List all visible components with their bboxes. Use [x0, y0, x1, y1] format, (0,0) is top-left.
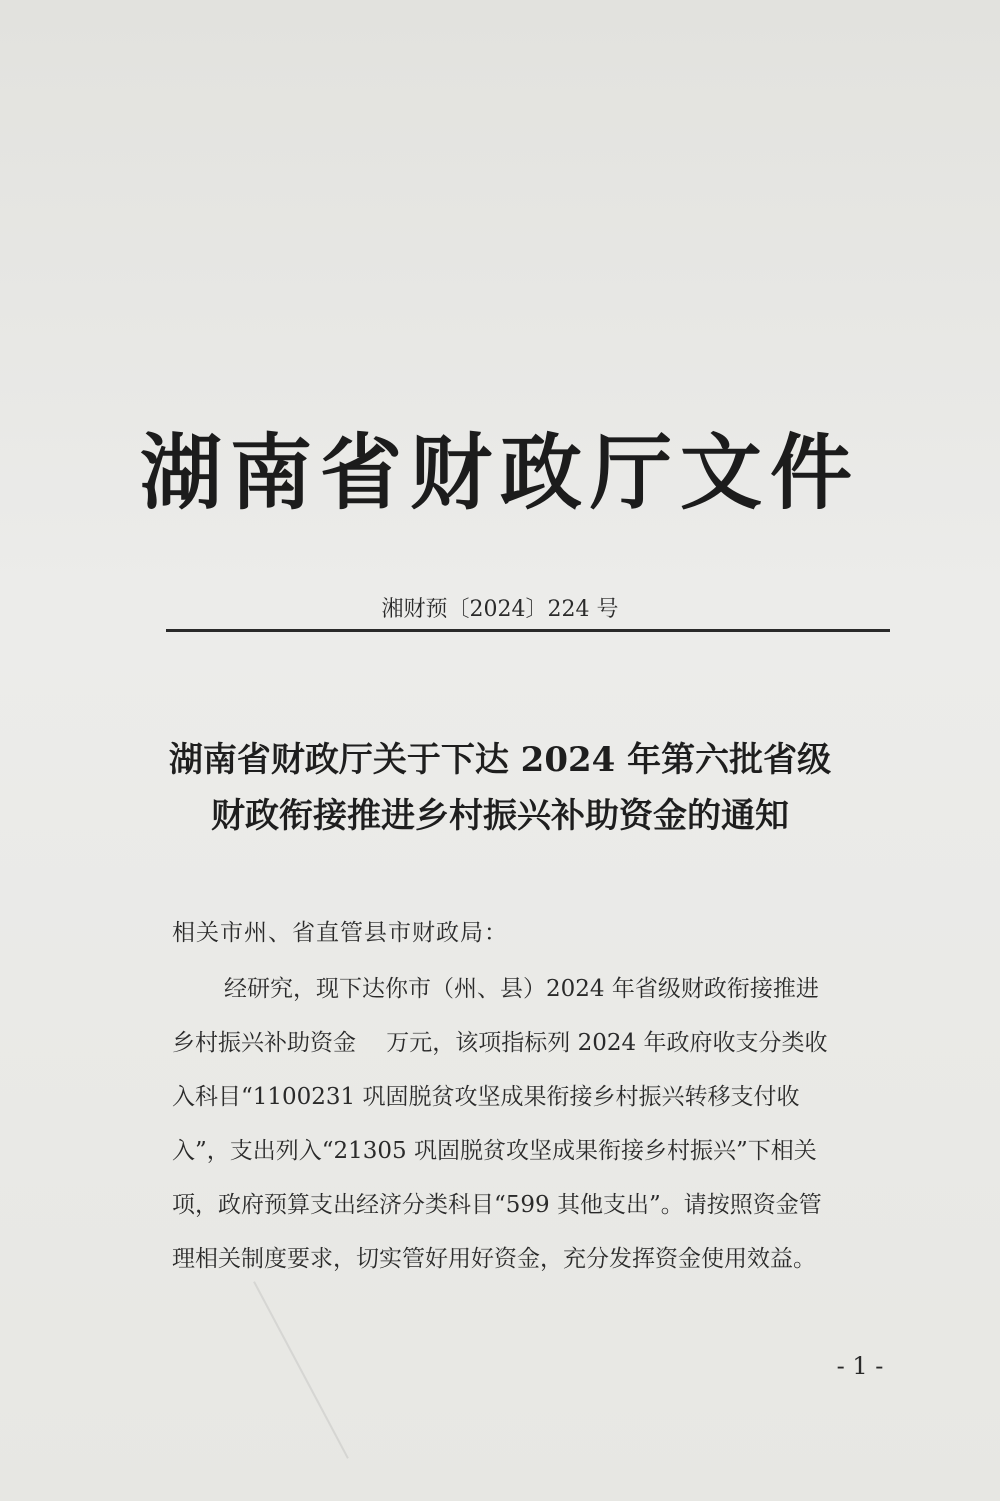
- notice-title: [100, 732, 900, 844]
- body-line: 项，政府预算支出经济分类科目“599 其他支出”。请按照资金管: [172, 1192, 822, 1218]
- body-line: 入科目“1100231 巩固脱贫攻坚成果衔接乡村振兴转移支付收: [172, 1084, 800, 1110]
- body-line: 乡村振兴补助资金 万元，该项指标列 2024 年政府收支分类收: [172, 1030, 828, 1056]
- body-line: 入”，支出列入“21305 巩固脱贫攻坚成果衔接乡村振兴”下相关: [172, 1138, 817, 1164]
- notice-title-line-1: 湖南省财政厅关于下达 2024 年第六批省级: [168, 740, 832, 780]
- page-number: - 1 -: [836, 1352, 884, 1380]
- body-line: 理相关制度要求，切实管好用好资金，充分发挥资金使用效益。: [172, 1246, 816, 1272]
- salutation: 相关市州、省直管县市财政局：: [172, 920, 508, 946]
- paper-fold: [253, 1281, 349, 1459]
- document-number: 湘财预〔2024〕224 号: [381, 597, 619, 622]
- notice-title-line-2: 财政衔接推进乡村振兴补助资金的通知: [211, 796, 789, 836]
- document-header-title: 湖南省财政厅文件: [139, 426, 860, 521]
- body-paragraph: [172, 962, 892, 1286]
- body-line: 经研究，现下达你市（州、县）2024 年省级财政衔接推进: [224, 976, 819, 1002]
- header-divider: [166, 629, 890, 632]
